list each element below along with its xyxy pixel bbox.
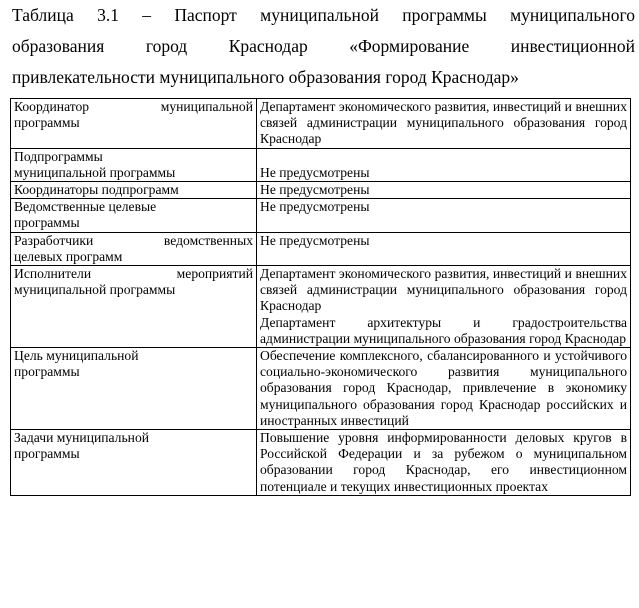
- value-cell: [257, 348, 631, 430]
- value-text: Повышение уровня информированности деловых кругов в Российской Федерации и за рубежом о муниципальном образовании город Краснодар, его инвестиционном потенциале и текущих инвестиционных проектах: [260, 430, 627, 494]
- value-text: Департамент архитектуры и градостроительства администрации муниципального образования город Краснодар: [260, 314, 627, 346]
- label-line: Подпрограммы: [14, 148, 103, 164]
- label-line: программы: [14, 446, 80, 462]
- label-cell: [11, 182, 257, 199]
- table-row: [11, 182, 631, 199]
- value-cell: [257, 232, 631, 265]
- label-cell: [11, 430, 257, 496]
- table-row: [11, 266, 631, 348]
- label-line: Разработчики ведомственных: [14, 232, 253, 248]
- table-row: [11, 232, 631, 265]
- program-passport-table: [10, 98, 631, 496]
- caption-line-1: Таблица 3.1 – Паспорт муниципальной программы муниципального: [12, 5, 635, 25]
- value-cell: [257, 266, 631, 348]
- table-row: [11, 148, 631, 181]
- table-row: [11, 430, 631, 496]
- value-cell: [257, 182, 631, 199]
- label-line: программы: [14, 215, 80, 231]
- label-line: Ведомственные целевые: [14, 199, 157, 215]
- value-text: Не предусмотрены: [260, 199, 370, 215]
- label-cell: [11, 199, 257, 232]
- label-line: программы: [14, 115, 80, 131]
- label-line: целевых программ: [14, 248, 123, 264]
- value-cell: [257, 99, 631, 149]
- value-text: Не предусмотрены: [260, 164, 370, 180]
- value-text: Не предусмотрены: [260, 182, 370, 198]
- label-cell: [11, 232, 257, 265]
- label-line: муниципальной программы: [14, 282, 176, 298]
- label-line: муниципальной программы: [14, 164, 176, 180]
- label-line: Координатор муниципальной: [14, 99, 253, 114]
- label-line: Задачи муниципальной: [14, 430, 150, 446]
- table-row: [11, 99, 631, 149]
- label-cell: [11, 348, 257, 430]
- caption-line-2: образования город Краснодар «Формирование инвестиционной: [12, 36, 635, 56]
- value-text: Не предусмотрены: [260, 232, 370, 248]
- label-line: Цель муниципальной: [14, 348, 139, 364]
- table-caption: [12, 0, 635, 93]
- value-spacer: [260, 149, 627, 165]
- value-cell: [257, 199, 631, 232]
- table-row: [11, 199, 631, 232]
- label-cell: [11, 99, 257, 149]
- label-cell: [11, 148, 257, 181]
- value-text: Департамент экономического развития, инвестиций и внешних связей администрации муниципального образования город Краснодар: [260, 99, 627, 147]
- value-cell: [257, 148, 631, 181]
- value-text: Департамент экономического развития, инвестиций и внешних связей администрации муниципального образования город Краснодар: [260, 266, 627, 314]
- value-text: Обеспечение комплексного, сбалансированного и устойчивого социально-экономического развития муниципального образования город Краснодар, привлечение в экономику муниципального образования город Краснодар российских и иностранных инвестиций: [260, 348, 627, 428]
- label-line: Исполнители мероприятий: [14, 266, 253, 282]
- table-row: [11, 348, 631, 430]
- label-cell: [11, 266, 257, 348]
- caption-line-3: привлекательности муниципального образования город Краснодар»: [12, 67, 519, 87]
- label-line: Координаторы подпрограмм: [14, 182, 179, 198]
- value-cell: [257, 430, 631, 496]
- label-line: программы: [14, 364, 80, 380]
